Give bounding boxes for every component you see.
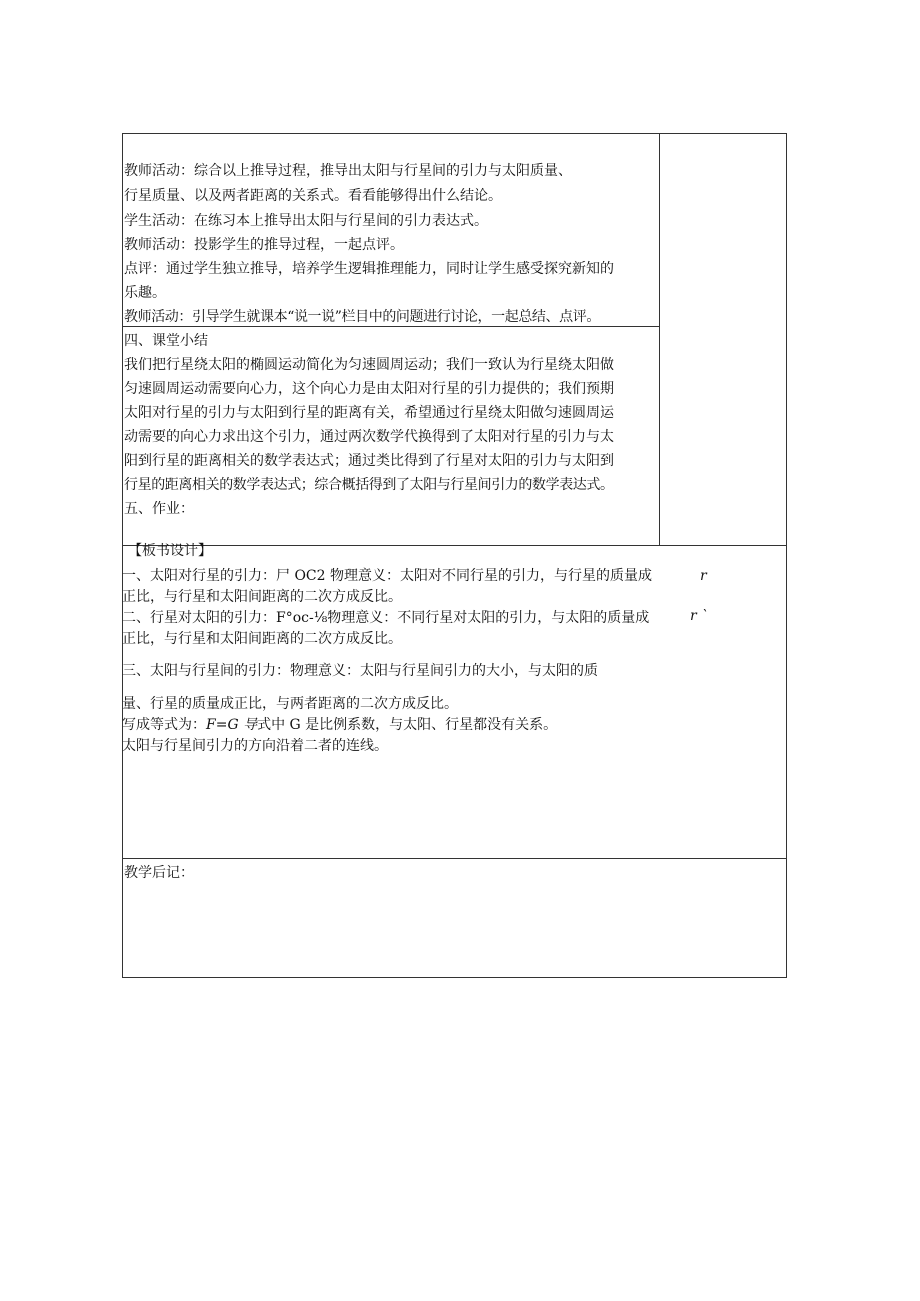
homework-heading: 五、作业： (124, 501, 194, 517)
summary-line-6: 行星的距离相关的数学表达式；综合概括得到了太阳与行星间引力的数学表达式。 (124, 477, 614, 493)
board-item-1-line-1: 一、太阳对行星的引力：尸 OC2 物理意义：太阳对不同行星的引力，与行星的质量成 (122, 568, 652, 584)
activity-line-6: 乐趣。 (124, 285, 166, 301)
activity-line-4: 教师活动：投影学生的推导过程，一起点评。 (124, 237, 404, 253)
summary-line-1: 我们把行星绕太阳的椭圆运动简化为匀速圆周运动；我们一致认为行星绕太阳做 (124, 357, 614, 373)
board-heading: 【板书设计】 (128, 543, 212, 559)
activity-line-5: 点评：通过学生独立推导，培养学生逻辑推理能力，同时让学生感受探究新知的 (124, 261, 614, 277)
force-direction-line: 太阳与行星间引力的方向沿着二者的连线。 (122, 738, 388, 754)
activity-line-3: 学生活动：在练习本上推导出太阳与行星间的引力表达式。 (124, 213, 488, 229)
formula-suffix: 式中 G 是比例系数，与太阳、行星都没有关系。 (257, 717, 558, 733)
activity-line-7: 教师活动：引导学生就课本“说一说”栏目中的问题进行讨论，一起总结、点评。 (124, 309, 600, 325)
summary-heading: 四、课堂小结 (124, 333, 208, 349)
board-item-2-line-2: 正比，与行星和太阳间距离的二次方成反比。 (122, 631, 402, 647)
board-item-3-line-1: 三、太阳与行星间的引力：物理意义：太阳与行星间引力的大小，与太阳的质 (122, 663, 598, 679)
formula-prefix: 写成等式为： (122, 717, 206, 733)
activity-line-1: 教师活动：综合以上推导过程，推导出太阳与行星间的引力与太阳质量、 (124, 163, 572, 179)
board-item-1-line-2: 正比，与行星和太阳间距离的二次方成反比。 (122, 589, 402, 605)
activity-line-2: 行星质量、以及两者距离的关系式。看看能够得出什么结论。 (124, 188, 502, 204)
board-item-2-line-1: 二、行星对太阳的引力：F°oc-⅛物理意义：不同行星对太阳的引力，与太阳的质量成 (122, 610, 650, 626)
formula-expression: F=G 导 (206, 717, 258, 733)
row-divider-3 (122, 858, 787, 859)
summary-line-2: 匀速圆周运动需要向心力，这个向心力是由太阳对行星的引力提供的；我们预期 (124, 381, 614, 397)
postscript-label: 教学后记： (124, 865, 194, 881)
summary-line-4: 动需要的向心力求出这个引力，通过两次数学代换得到了太阳对行星的引力与太 (124, 429, 614, 445)
board-item-3-line-2: 量、行星的质量成正比，与两者距离的二次方成反比。 (122, 696, 458, 712)
summary-line-3: 太阳对行星的引力与太阳到行星的距离有关，希望通过行星绕太阳做匀速圆周运 (124, 405, 614, 421)
row-divider-2 (122, 545, 787, 546)
right-column-divider (659, 133, 660, 545)
summary-line-5: 阳到行星的距离相关的数学表达式；通过类比得到了行星对太阳的引力与太阳到 (124, 453, 614, 469)
board-item-2-mark: r ˋ (690, 608, 709, 624)
formula-line (122, 714, 557, 736)
board-item-1-mark: r (700, 568, 707, 584)
